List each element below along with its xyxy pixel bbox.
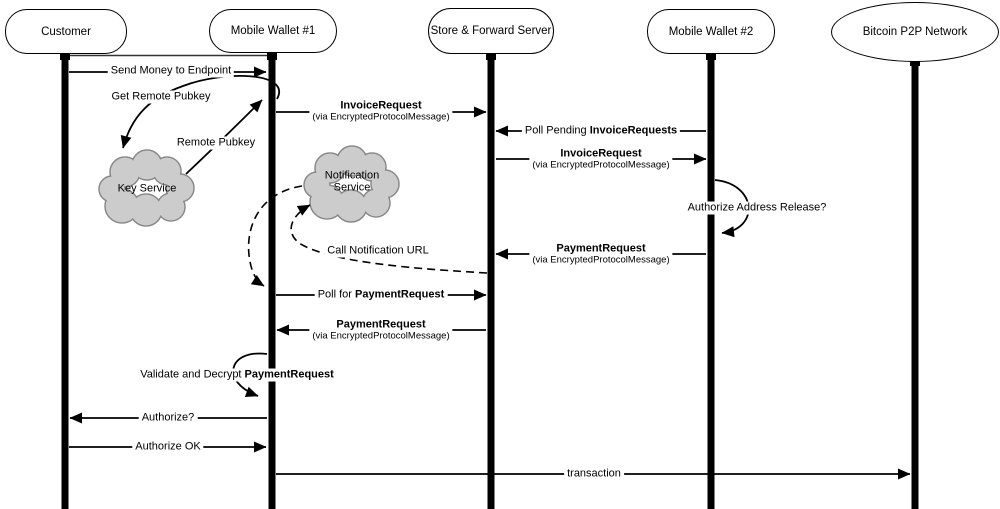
- actor-mobile-wallet-1: [209, 9, 337, 53]
- notification-cloud-line2: Service: [333, 181, 371, 193]
- label-get-remote-pubkey: Get Remote Pubkey: [108, 91, 213, 104]
- label-poll-for-payment: [315, 289, 448, 302]
- label-poll-pending: [522, 125, 680, 138]
- actor-store-forward-server: [428, 8, 554, 54]
- poll-pending-pre: Poll Pending: [524, 124, 590, 137]
- actor-bitcoin-p2p-network-label: Bitcoin P2P Network: [862, 26, 968, 38]
- invoice-request-1-name: InvoiceRequest: [340, 99, 422, 112]
- label-invoice-request-1: [309, 100, 452, 123]
- lifeline-bitcoin-bar: [912, 60, 919, 509]
- key-service-cloud-label: Key Service: [117, 182, 177, 195]
- label-authorize-ok: Authorize OK: [132, 441, 203, 454]
- label-validate-decrypt: [137, 369, 337, 382]
- label-transaction: transaction: [564, 468, 624, 481]
- label-send-money: Send Money to Endpoint: [108, 65, 234, 78]
- actor-mobile-wallet-2: [647, 9, 775, 54]
- validate-decrypt-pre: Validate and Decrypt: [140, 368, 245, 381]
- lifeline-wallet1-bar: [269, 53, 276, 509]
- lifeline-server-bar: [488, 53, 495, 509]
- label-authorize-q: Authorize?: [139, 412, 198, 425]
- actor-bitcoin-p2p-network: [831, 2, 999, 62]
- validate-decrypt-bold: PaymentRequest: [244, 368, 334, 381]
- actor-customer-label: Customer: [41, 25, 91, 38]
- lifeline-customer-bar: [62, 53, 69, 509]
- label-invoice-request-2: [529, 148, 672, 171]
- label-call-notification-url: Call Notification URL: [324, 245, 431, 258]
- poll-for-payment-pre: Poll for: [317, 288, 356, 301]
- payment-request-2-via: (via EncryptedProtocolMessage): [312, 330, 450, 342]
- payment-request-1-name: PaymentRequest: [556, 242, 646, 255]
- label-authorize-address-release: Authorize Address Release?: [685, 202, 830, 215]
- payment-request-2-name: PaymentRequest: [336, 318, 426, 331]
- actor-customer: [5, 9, 127, 54]
- label-remote-pubkey: Remote Pubkey: [174, 137, 258, 150]
- payment-request-1-via: (via EncryptedProtocolMessage): [532, 254, 670, 266]
- actor-mobile-wallet-1-label: Mobile Wallet #1: [230, 25, 316, 37]
- poll-pending-bold: InvoiceRequests: [589, 124, 678, 137]
- poll-for-payment-bold: PaymentRequest: [355, 288, 445, 301]
- actor-mobile-wallet-2-label: Mobile Wallet #2: [668, 25, 754, 38]
- label-payment-request-2: [309, 319, 452, 342]
- invoice-request-1-via: (via EncryptedProtocolMessage): [312, 111, 450, 123]
- label-payment-request-1: [529, 243, 672, 266]
- invoice-request-2-name: InvoiceRequest: [560, 147, 642, 160]
- notification-cloud-line1: Notification: [324, 169, 380, 182]
- lifeline-wallet2-bar: [708, 53, 715, 509]
- invoice-request-2-via: (via EncryptedProtocolMessage): [532, 159, 670, 171]
- actor-store-forward-server-label: Store & Forward Server: [430, 25, 552, 37]
- notification-service-cloud-label: [325, 171, 379, 194]
